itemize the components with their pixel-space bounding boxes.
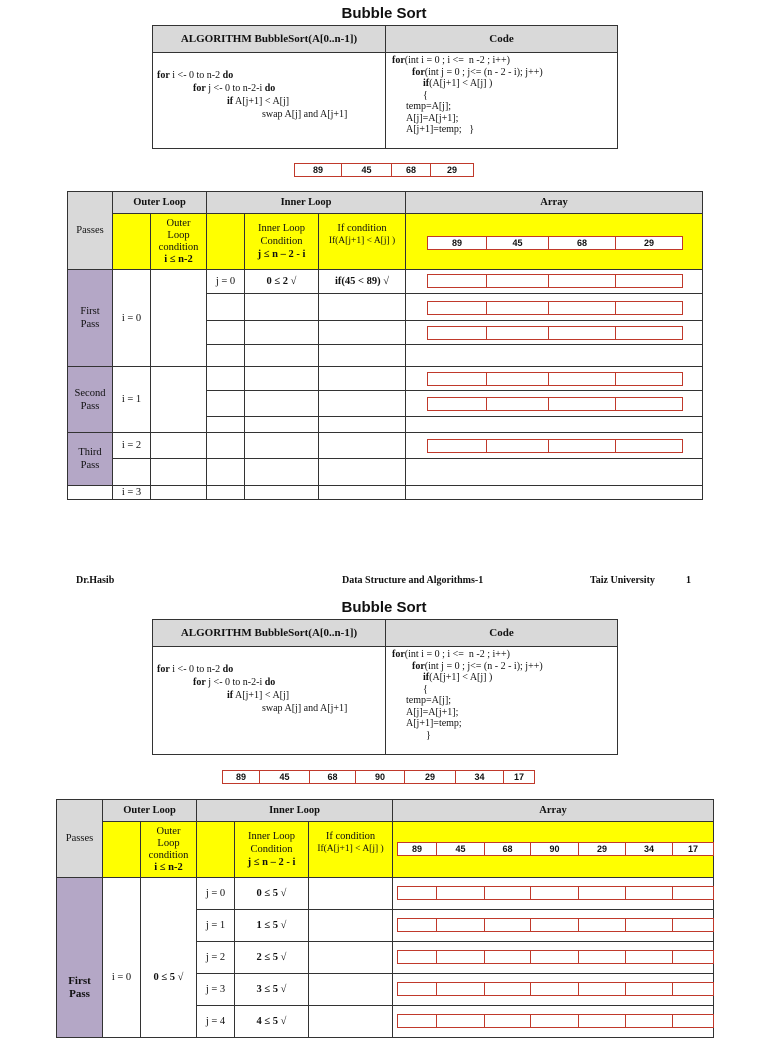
first-pass-label: First Pass — [57, 878, 103, 1038]
first-pass-label: First Pass — [68, 270, 113, 367]
footer-course: Data Structure and Algorithms-1 — [342, 575, 484, 586]
code-line: temp=A[j]; — [406, 695, 452, 706]
code-line: A[j+1]=temp; } — [406, 124, 475, 135]
array-state-box — [428, 301, 683, 315]
code-line: A[j]=A[j+1]; — [406, 706, 459, 718]
algorithm-table — [152, 619, 618, 755]
array-cell: 89 — [222, 770, 260, 784]
inner-condition-value: 3 ≤ 5 √ — [235, 974, 309, 1006]
array-cell: 29 — [404, 770, 456, 784]
second-pass-label: Second Pass — [68, 367, 113, 433]
array-cell: 68 — [391, 163, 431, 177]
inner-condition-value: 0 ≤ 2 √ — [245, 270, 319, 294]
outer-i-value: i = 1 — [113, 367, 151, 433]
array-state-box — [428, 397, 683, 411]
algorithm-line: if A[j+1] < A[j] — [227, 690, 290, 701]
algorithm-line: for i <- 0 to n-2 do — [157, 70, 234, 81]
array-state-box — [398, 886, 714, 900]
code-body: for(int i = 0 ; i <= n -2 ; i++) for(int j = 0 ; j<= (n - 2 - i); j++) if(A[j+1] < A[j] ) { temp=A[j]; A[j]=A[j+1]; A[j+1]=temp; } — [386, 647, 618, 755]
if-condition-header: If condition If(A[j+1] < A[j] ) — [319, 214, 406, 270]
outer-i-value: i = 0 — [103, 878, 141, 1038]
array-cell: 29 — [430, 163, 474, 177]
array-header-cell — [393, 822, 714, 878]
algorithm-header: ALGORITHM BubbleSort(A[0..n-1]) — [153, 26, 386, 53]
input-array — [295, 163, 474, 177]
code-line: { — [423, 683, 428, 695]
array-cell: 45 — [341, 163, 392, 177]
algorithm-line: swap A[j] and A[j+1] — [262, 109, 348, 120]
code-line: for(int i = 0 ; i <= n -2 ; i++) — [392, 649, 510, 660]
array-cell: 45 — [259, 770, 310, 784]
algorithm-line: for j <- 0 to n-2-i do — [193, 83, 276, 94]
inner-condition-header: Inner Loop Condition j ≤ n – 2 - i — [235, 822, 309, 878]
algorithm-line: if A[j+1] < A[j] — [227, 96, 290, 107]
code-line: if(A[j+1] < A[j] ) — [423, 78, 493, 89]
array-state-box — [428, 326, 683, 340]
j-value: j = 3 — [197, 974, 235, 1006]
inner-condition-value: 1 ≤ 5 √ — [235, 910, 309, 942]
if-condition-value: if(45 < 89) √ — [319, 270, 406, 294]
code-header: Code — [386, 26, 618, 53]
array-cell: 29 — [578, 842, 626, 856]
page-title: Bubble Sort — [341, 5, 427, 22]
code-line: for(int j = 0 ; j<= (n - 2 - i); j++) — [412, 66, 543, 78]
page-title: Bubble Sort — [341, 599, 427, 616]
code-line: A[j+1]=temp; — [406, 718, 462, 729]
j-value: j = 1 — [197, 910, 235, 942]
array-state-box — [398, 950, 714, 964]
array-cell: 90 — [355, 770, 405, 784]
j-value: j = 2 — [197, 942, 235, 974]
array-state-box — [428, 274, 683, 288]
footer-university: Taiz University — [590, 575, 655, 586]
header-array — [428, 236, 683, 250]
algorithm-table — [152, 25, 618, 149]
pass-table — [56, 799, 714, 1038]
array-cell: 68 — [548, 236, 616, 250]
header-array — [398, 842, 714, 856]
inner-condition-value: 0 ≤ 5 √ — [235, 878, 309, 910]
array-cell: 90 — [530, 842, 579, 856]
array-state-box — [428, 439, 683, 453]
array-cell: 17 — [672, 842, 714, 856]
algorithm-body — [153, 647, 386, 755]
j-value: j = 0 — [207, 270, 245, 294]
array-state-box — [428, 372, 683, 386]
pass-table — [67, 191, 703, 500]
outer-i-value: i = 3 — [113, 486, 151, 500]
code-line: { — [423, 89, 428, 101]
algorithm-body — [153, 53, 386, 149]
array-state-box — [398, 1014, 714, 1028]
if-condition-header: If condition If(A[j+1] < A[j] ) — [309, 822, 393, 878]
array-cell: 34 — [455, 770, 504, 784]
outer-condition-header: Outer Loop condition i ≤ n-2 — [141, 822, 197, 878]
array-cell: 89 — [427, 236, 487, 250]
outer-i-value: i = 2 — [113, 433, 151, 459]
algorithm-line: swap A[j] and A[j+1] — [262, 703, 348, 714]
array-header: Array — [393, 800, 714, 822]
inner-loop-header: Inner Loop — [207, 192, 406, 214]
array-cell: 17 — [503, 770, 535, 784]
array-state-box — [398, 918, 714, 932]
passes-header: Passes — [68, 192, 113, 270]
array-cell: 34 — [625, 842, 673, 856]
algorithm-line: for j <- 0 to n-2-i do — [193, 677, 276, 688]
array-cell: 68 — [484, 842, 531, 856]
algorithm-header: ALGORITHM BubbleSort(A[0..n-1]) — [153, 620, 386, 647]
algorithm-line: for i <- 0 to n-2 do — [157, 664, 234, 675]
array-header-cell — [406, 214, 703, 270]
inner-condition-header: Inner Loop Condition j ≤ n – 2 - i — [245, 214, 319, 270]
outer-i-value: i = 0 — [113, 270, 151, 367]
inner-condition-value: 2 ≤ 5 √ — [235, 942, 309, 974]
array-state-box — [398, 982, 714, 996]
outer-loop-header: Outer Loop — [103, 800, 197, 822]
footer-page-number: 1 — [686, 575, 691, 586]
j-value: j = 0 — [197, 878, 235, 910]
array-cell: 29 — [615, 236, 683, 250]
array-cell: 89 — [397, 842, 437, 856]
outer-loop-header: Outer Loop — [113, 192, 207, 214]
array-cell: 68 — [309, 770, 356, 784]
third-pass-label: Third Pass — [68, 433, 113, 486]
inner-loop-header: Inner Loop — [197, 800, 393, 822]
code-line: for(int i = 0 ; i <= n -2 ; i++) — [392, 55, 510, 66]
array-header: Array — [406, 192, 703, 214]
footer-author: Dr.Hasib — [76, 575, 115, 586]
code-line: for(int j = 0 ; j<= (n - 2 - i); j++) — [412, 660, 543, 672]
code-line: A[j]=A[j+1]; — [406, 112, 459, 124]
array-cell: 45 — [436, 842, 485, 856]
j-value: j = 4 — [197, 1006, 235, 1038]
code-line: temp=A[j]; — [406, 101, 452, 112]
code-line: if(A[j+1] < A[j] ) — [423, 672, 493, 683]
code-body — [386, 53, 618, 149]
outer-condition-value: 0 ≤ 5 √ — [141, 878, 197, 1038]
code-header: Code — [386, 620, 618, 647]
outer-condition-header: Outer Loop condition i ≤ n-2 — [151, 214, 207, 270]
array-cell: 89 — [294, 163, 342, 177]
inner-condition-value: 4 ≤ 5 √ — [235, 1006, 309, 1038]
array-cell: 45 — [486, 236, 549, 250]
input-array — [223, 770, 535, 784]
passes-header: Passes — [57, 800, 103, 878]
